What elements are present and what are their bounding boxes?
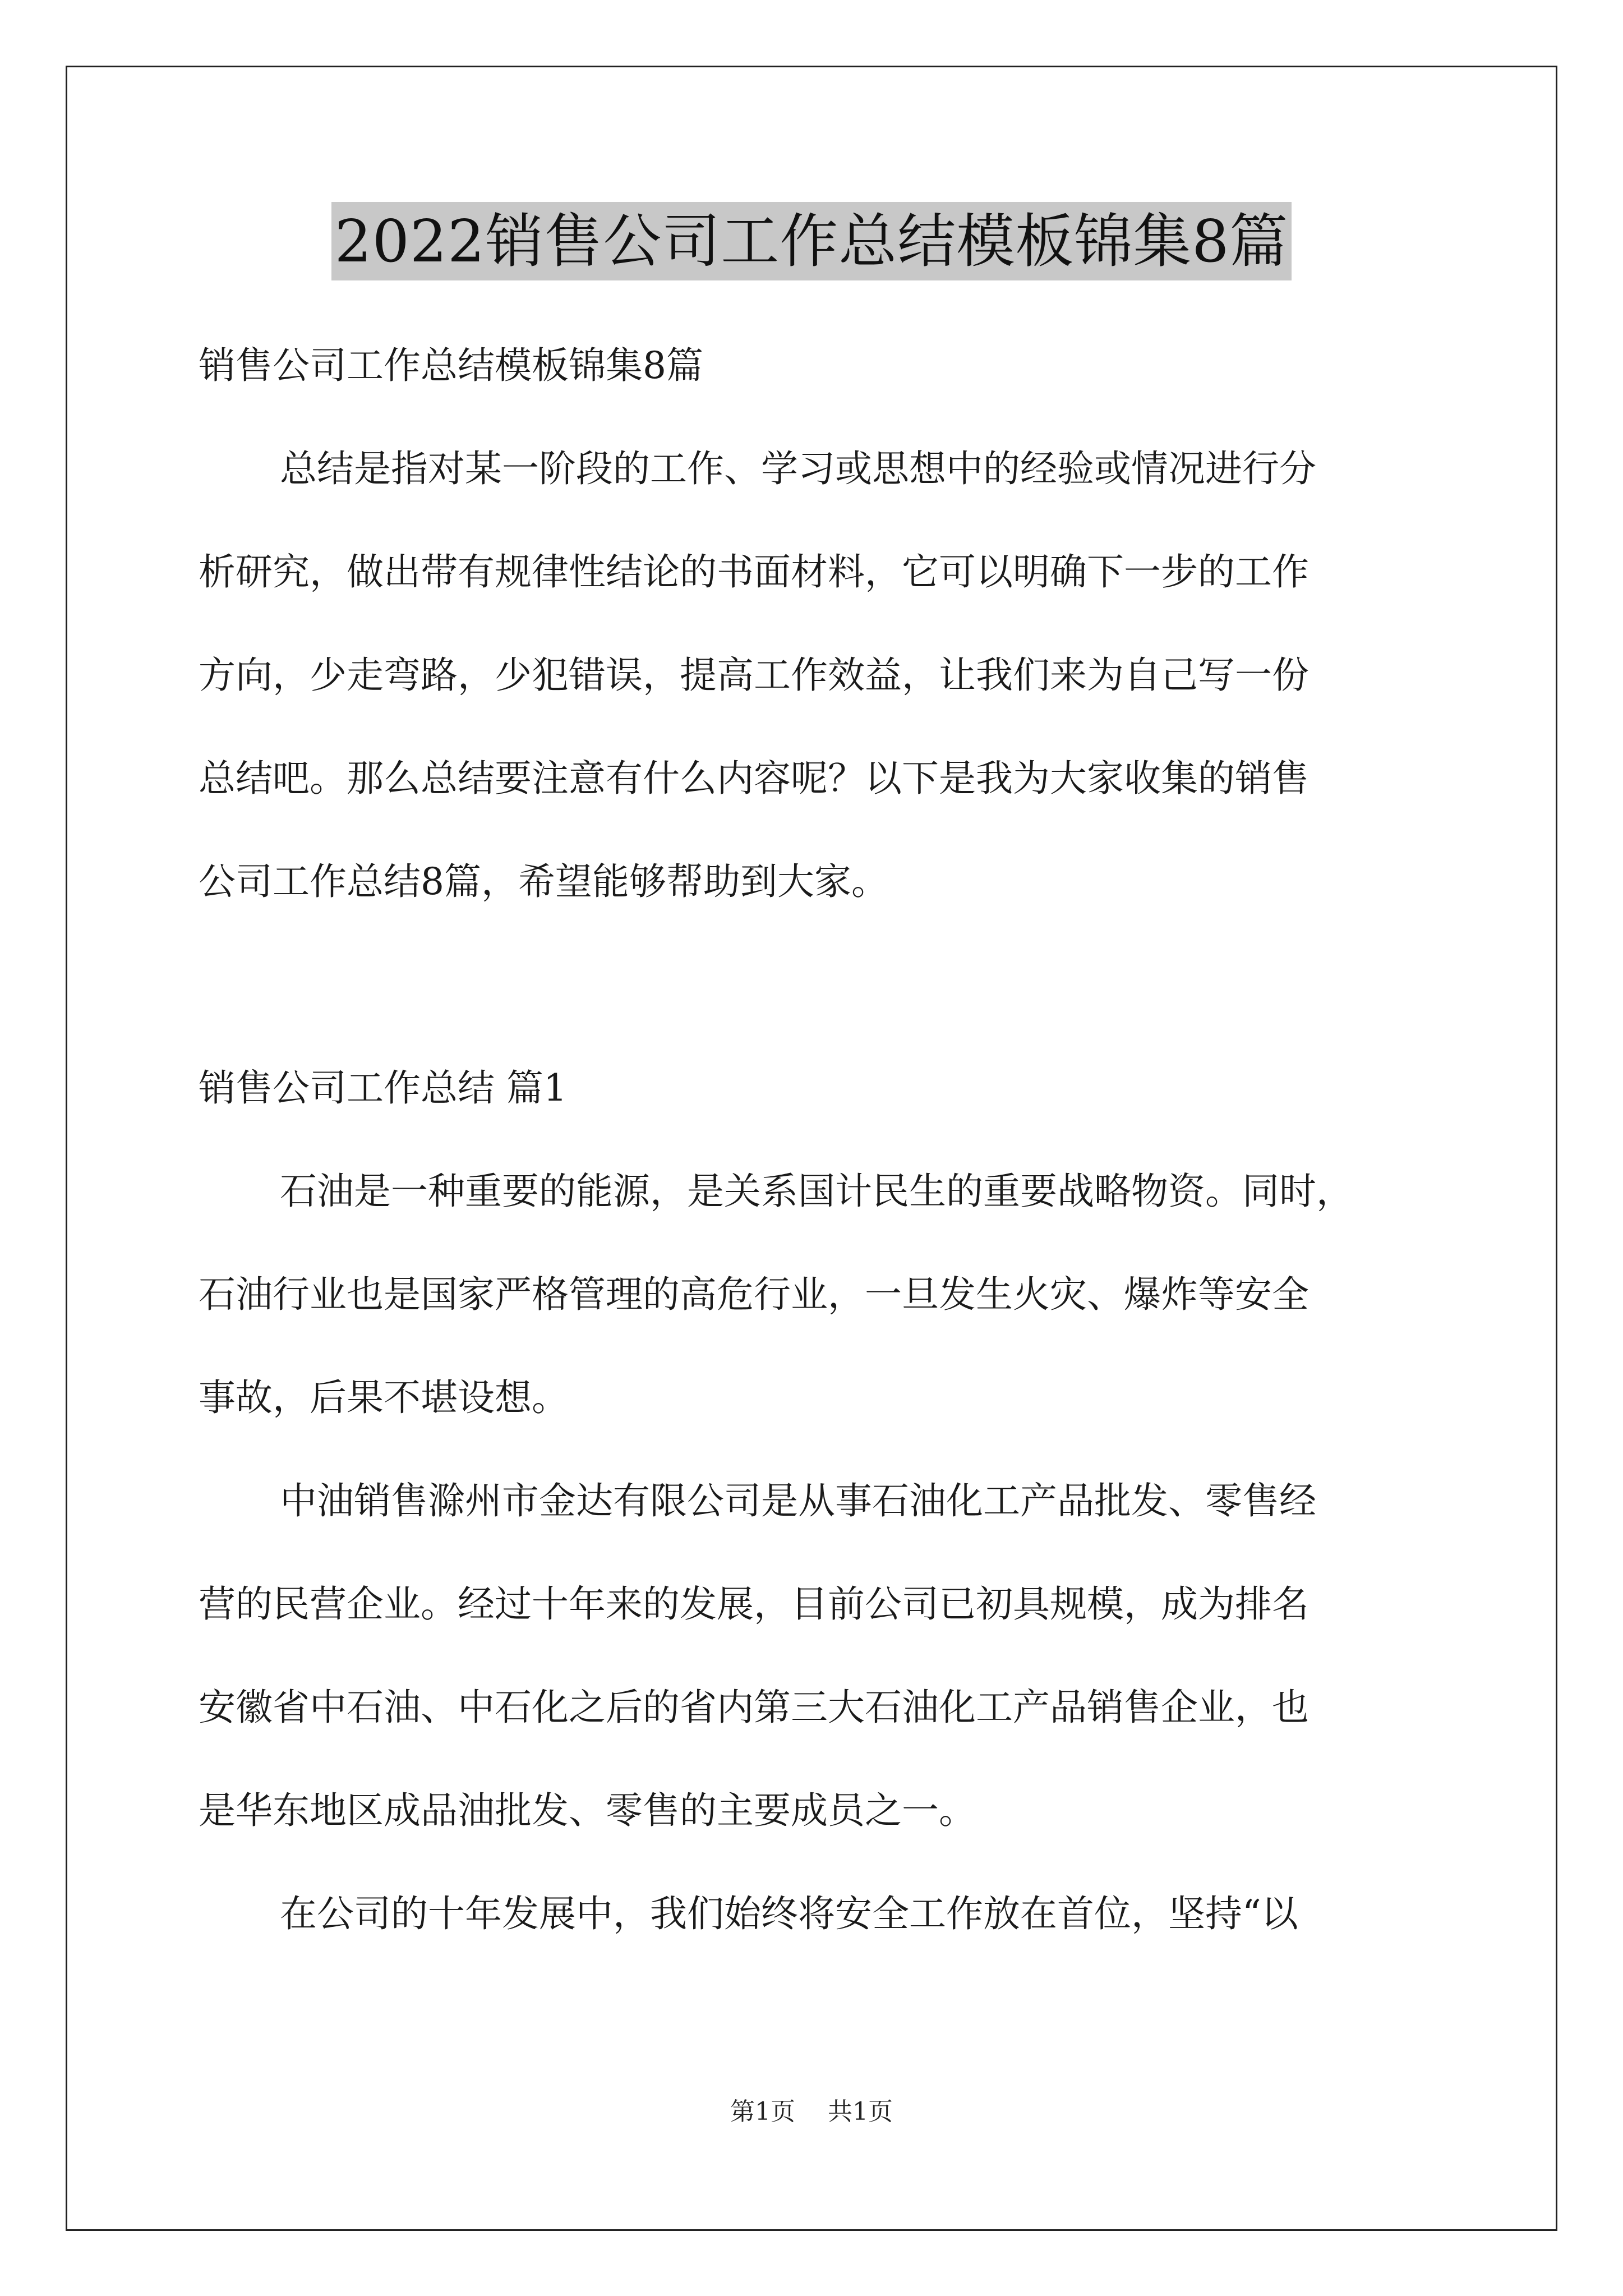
document-title: 2022销售公司工作总结模板锦集8篇 <box>331 202 1292 280</box>
paragraph-2 <box>199 1450 1432 1862</box>
page-number: 第1页 <box>730 2097 795 2126</box>
paragraph-line: 中油销售滁州市金达有限公司是从事石油化工产品批发、零售经 <box>280 1479 1316 1522</box>
intro-paragraph <box>199 417 1432 933</box>
document-body <box>199 314 1432 1966</box>
blank-line <box>199 933 1432 1037</box>
intro-line: 总结是指对某一阶段的工作、学习或思想中的经验或情况进行分 <box>280 447 1316 490</box>
document-subtitle: 销售公司工作总结模板锦集8篇 <box>199 344 703 387</box>
paragraph-line: 石油是一种重要的能源，是关系国计民生的重要战略物资。同时， <box>280 1170 1353 1213</box>
intro-line: 析研究，做出带有规律性结论的书面材料，它可以明确下一步的工作 <box>199 550 1309 593</box>
title-wrapper <box>0 202 1623 280</box>
paragraph-1 <box>199 1140 1432 1450</box>
intro-line: 公司工作总结8篇，希望能够帮助到大家。 <box>199 860 888 903</box>
paragraph-line: 安徽省中石油、中石化之后的省内第三大石油化工产品销售企业，也 <box>199 1686 1309 1729</box>
paragraph-line: 石油行业也是国家严格管理的高危行业，一旦发生火灾、爆炸等安全 <box>199 1273 1309 1316</box>
intro-line: 方向，少走弯路，少犯错误，提高工作效益，让我们来为自己写一份 <box>199 654 1309 697</box>
paragraph-line: 事故，后果不堪设想。 <box>199 1376 569 1419</box>
page-total: 共1页 <box>828 2097 893 2126</box>
section-heading: 销售公司工作总结 篇1 <box>199 1066 567 1110</box>
paragraph-3 <box>199 1862 1432 1966</box>
paragraph-line: 在公司的十年发展中，我们始终将安全工作放在首位，坚持“以 <box>280 1892 1298 1935</box>
page-footer <box>0 2095 1623 2129</box>
intro-line: 总结吧。那么总结要注意有什么内容呢？以下是我为大家收集的销售 <box>199 757 1309 800</box>
paragraph-line: 营的民营企业。经过十年来的发展，目前公司已初具规模，成为排名 <box>199 1582 1309 1626</box>
paragraph-line: 是华东地区成品油批发、零售的主要成员之一。 <box>199 1789 976 1832</box>
